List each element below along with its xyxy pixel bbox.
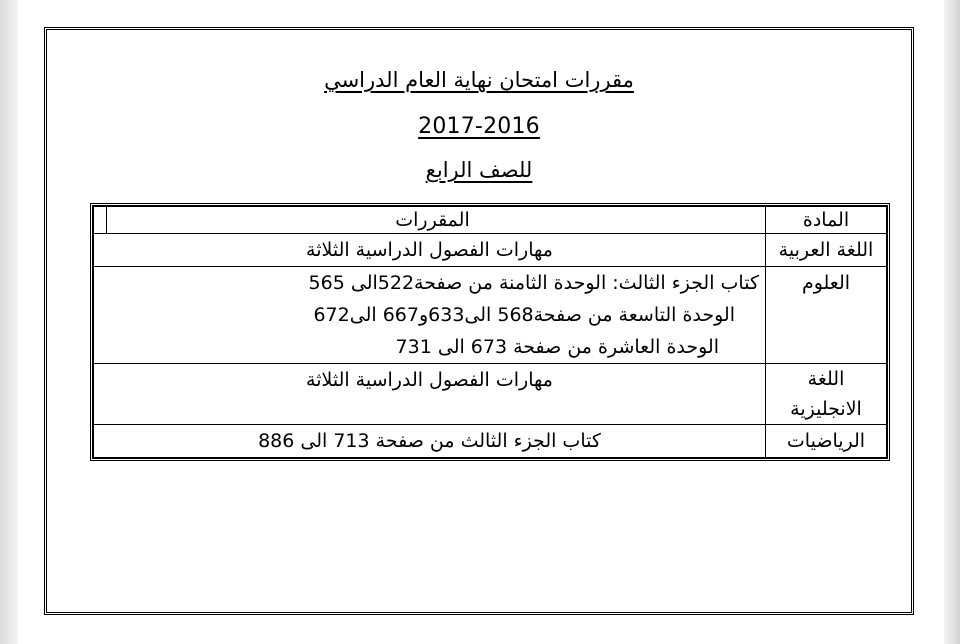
subject-line: الانجليزية xyxy=(790,398,862,420)
syllabus-header-text: المقررات xyxy=(395,209,470,231)
subject-cell: العلوم xyxy=(766,267,887,364)
table-row xyxy=(94,234,887,267)
syllabus-table xyxy=(90,203,890,461)
academic-year xyxy=(47,114,911,139)
grade-text: للصف الرابع xyxy=(425,158,533,182)
title-text: مقررات امتحان نهاية العام الدراسي xyxy=(324,68,634,92)
syllabus-column-header xyxy=(94,207,766,234)
document-page xyxy=(44,27,914,615)
syllabus-cell xyxy=(94,425,766,458)
table-header-row xyxy=(94,207,887,234)
document-title xyxy=(47,68,911,92)
column-divider xyxy=(106,207,107,233)
syllabus-line: مهارات الفصول الدراسية الثلاثة xyxy=(306,239,553,261)
subject-cell xyxy=(766,364,887,425)
syllabus-cell xyxy=(94,364,766,425)
syllabus-line: الوحدة العاشرة من صفحة 673 الى 731 xyxy=(395,336,719,358)
syllabus-line: كتاب الجزء الثالث من صفحة 713 الى 886 xyxy=(258,430,601,452)
syllabus-cell xyxy=(94,267,766,364)
syllabus-line: الوحدة التاسعة من صفحة568 الى633و667 الى672 xyxy=(313,304,735,326)
table-row xyxy=(94,425,887,458)
subject-cell: الرياضيات xyxy=(766,425,887,458)
year-text: 2017-2016 xyxy=(418,114,540,139)
syllabus-line: مهارات الفصول الدراسية الثلاثة xyxy=(306,369,553,391)
syllabus-line: كتاب الجزء الثالث: الوحدة الثامنة من صفحة522الى 565 xyxy=(308,272,759,294)
left-page-shadow xyxy=(0,0,18,644)
subject-line: اللغة xyxy=(807,368,845,390)
right-page-shadow xyxy=(944,0,960,644)
syllabus-cell xyxy=(94,234,766,267)
subject-column-header: المادة xyxy=(766,207,887,234)
table-row xyxy=(94,364,887,425)
grade-heading xyxy=(47,158,911,182)
table-row xyxy=(94,267,887,364)
subject-cell: اللغة العربية xyxy=(766,234,887,267)
